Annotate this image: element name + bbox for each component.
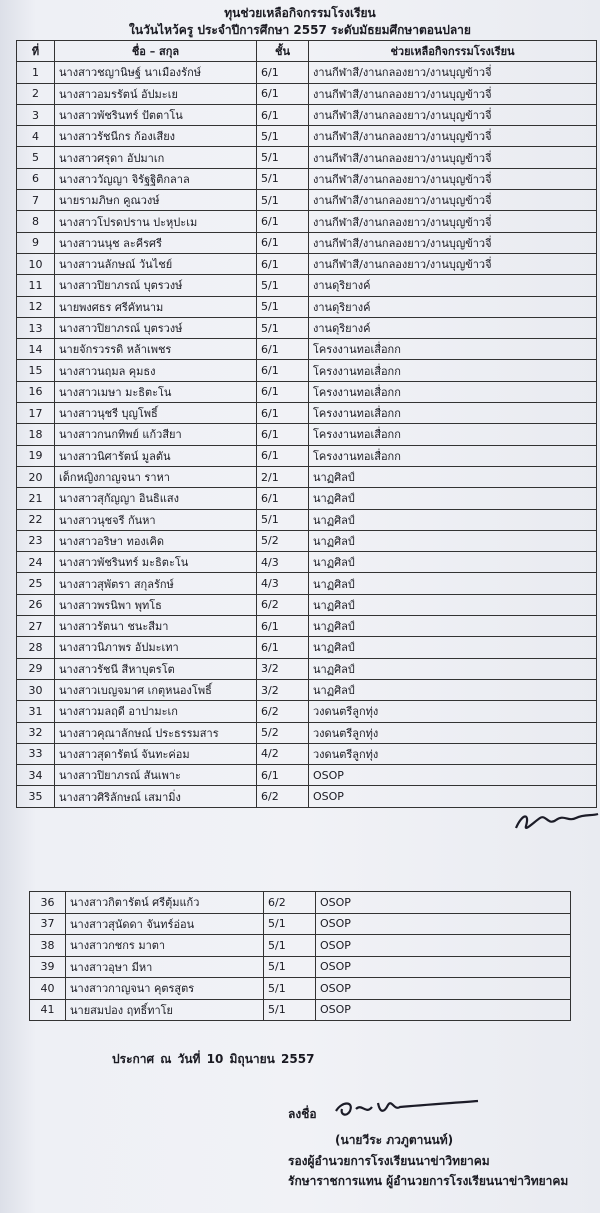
student-name: นางสาวเบญจมาศ เกตุหนองโพธิ์	[55, 679, 257, 700]
student-name: นายจักรวรรดิ หล้าเพชร	[55, 339, 257, 360]
class-level: 5/1	[264, 956, 316, 978]
table-row	[17, 403, 597, 424]
assistance-table-continued	[29, 891, 571, 1021]
table-row	[17, 743, 597, 764]
student-name: นางสาวชญานิษฐ์ นาเมืองรักษ์	[55, 62, 257, 83]
signature-label: ลงชื่อ	[288, 1107, 317, 1121]
class-level: 4/2	[257, 743, 309, 764]
table-row	[30, 913, 571, 935]
student-name: นางสาวคุณาลักษณ์ ประธรรมสาร	[55, 722, 257, 743]
row-number: 25	[17, 573, 55, 594]
class-level: 6/1	[257, 83, 309, 104]
class-level: 5/1	[257, 168, 309, 189]
announcement-date: ประกาศ ณ วันที่ 10 มิถุนายน 2557	[112, 1052, 315, 1066]
class-level: 6/2	[257, 786, 309, 807]
class-level: 6/1	[257, 62, 309, 83]
table-row	[17, 381, 597, 402]
table-header-row	[17, 41, 597, 62]
student-name: นางสาวศรุดา อัปมาเก	[55, 147, 257, 168]
student-name: นางสาวสุนัดดา จันทร์อ่อน	[66, 913, 264, 935]
activity: วงดนตรีลูกทุ่ง	[309, 701, 597, 722]
class-level: 6/1	[257, 637, 309, 658]
student-name: นางสาวอุษา มีหา	[66, 956, 264, 978]
class-level: 5/1	[264, 999, 316, 1021]
student-name: นางสาวสุกัญญา อินธิแสง	[55, 488, 257, 509]
student-name: นางสาวนิภาพร อัปมะเทา	[55, 637, 257, 658]
row-number: 3	[17, 104, 55, 125]
activity: งานกีฬาสี/งานกลองยาว/งานบุญข้าวจี่	[309, 232, 597, 253]
student-name: นางสาวมลฤดี อาปามะเก	[55, 701, 257, 722]
class-level: 3/2	[257, 679, 309, 700]
table-row	[17, 701, 597, 722]
class-level: 6/1	[257, 232, 309, 253]
activity: โครงงานทอเสื่อกก	[309, 445, 597, 466]
table-row	[17, 509, 597, 530]
student-name: นางสาวพัชรินทร์ ปัตตาโน	[55, 104, 257, 125]
student-name: นางสาวพัชรินทร์ มะธิตะโน	[55, 552, 257, 573]
class-level: 5/1	[257, 296, 309, 317]
student-name: นางสาวปิยาภรณ์ บุตรวงษ์	[55, 317, 257, 338]
signer-name: (นายวีระ ภวภูตานนท์)	[335, 1133, 454, 1147]
student-name: นางสาวนุชรี บุญโพธิ์	[55, 403, 257, 424]
table-row	[17, 339, 597, 360]
table-row	[17, 679, 597, 700]
activity: นาฏศิลป์	[309, 530, 597, 551]
class-level: 5/2	[257, 530, 309, 551]
table-row	[30, 978, 571, 1000]
row-number: 32	[17, 722, 55, 743]
activity: งานกีฬาสี/งานกลองยาว/งานบุญข้าวจี่	[309, 147, 597, 168]
row-number: 8	[17, 211, 55, 232]
activity: นาฏศิลป์	[309, 594, 597, 615]
row-number: 31	[17, 701, 55, 722]
class-level: 6/1	[257, 253, 309, 274]
document-subtitle: ในวันไหว้ครู ประจำปีการศึกษา 2557 ระดับมัธยมศึกษาตอนปลาย	[129, 23, 471, 37]
activity: นาฏศิลป์	[309, 552, 597, 573]
signer-acting-position: รักษาราชการแทน ผู้อำนวยการโรงเรียนนาข่าวิทยาคม	[288, 1174, 569, 1188]
class-level: 6/1	[257, 339, 309, 360]
row-number: 38	[30, 935, 66, 957]
activity: วงดนตรีลูกทุ่ง	[309, 743, 597, 764]
activity: OSOP	[316, 999, 571, 1021]
activity: งานกีฬาสี/งานกลองยาว/งานบุญข้าวจี่	[309, 126, 597, 147]
row-number: 33	[17, 743, 55, 764]
activity: OSOP	[316, 892, 571, 914]
table-row	[17, 466, 597, 487]
table-row	[17, 147, 597, 168]
row-number: 12	[17, 296, 55, 317]
activity: งานกีฬาสี/งานกลองยาว/งานบุญข้าวจี่	[309, 104, 597, 125]
activity: โครงงานทอเสื่อกก	[309, 424, 597, 445]
table-row	[17, 190, 597, 211]
class-level: 6/1	[257, 211, 309, 232]
activity: นาฏศิลป์	[309, 509, 597, 530]
activity: งานกีฬาสี/งานกลองยาว/งานบุญข้าวจี่	[309, 190, 597, 211]
activity: งานดุริยางค์	[309, 296, 597, 317]
table-row	[17, 360, 597, 381]
table-row	[17, 616, 597, 637]
class-level: 2/1	[257, 466, 309, 487]
activity: OSOP	[316, 913, 571, 935]
class-level: 6/1	[257, 616, 309, 637]
class-level: 5/1	[264, 978, 316, 1000]
activity: นาฏศิลป์	[309, 573, 597, 594]
row-number: 11	[17, 275, 55, 296]
table-row	[17, 722, 597, 743]
table-row	[17, 317, 597, 338]
class-level: 5/2	[257, 722, 309, 743]
class-level: 6/1	[257, 381, 309, 402]
row-number: 10	[17, 253, 55, 274]
student-name: นางสาวโปรดปราน ปะหุปะเม	[55, 211, 257, 232]
class-level: 6/1	[257, 104, 309, 125]
row-number: 20	[17, 466, 55, 487]
student-name: นางสาวศิริลักษณ์ เสมามิ่ง	[55, 786, 257, 807]
class-level: 5/1	[257, 317, 309, 338]
student-name: นางสาวนิศารัตน์ มูลตัน	[55, 445, 257, 466]
row-number: 4	[17, 126, 55, 147]
activity: โครงงานทอเสื่อกก	[309, 339, 597, 360]
table-row	[17, 104, 597, 125]
student-name: นายพงศธร ศรีคัทนาม	[55, 296, 257, 317]
row-number: 36	[30, 892, 66, 914]
row-number: 27	[17, 616, 55, 637]
student-name: นางสาวนฤมล คุมธง	[55, 360, 257, 381]
table-row	[17, 594, 597, 615]
student-name: นางสาวกาญจนา คุตรสูตร	[66, 978, 264, 1000]
student-name: นางสาวปิยาภรณ์ สันเพาะ	[55, 765, 257, 786]
activity: นาฏศิลป์	[309, 488, 597, 509]
row-number: 24	[17, 552, 55, 573]
class-level: 6/1	[257, 488, 309, 509]
table-row	[17, 232, 597, 253]
row-number: 23	[17, 530, 55, 551]
class-level: 6/1	[257, 403, 309, 424]
activity: โครงงานทอเสื่อกก	[309, 403, 597, 424]
table-row	[17, 573, 597, 594]
row-number: 19	[17, 445, 55, 466]
row-number: 40	[30, 978, 66, 1000]
student-name: นางสาวนลักษณ์ วันไชย์	[55, 253, 257, 274]
student-name: นางสาวรัตนา ชนะสีมา	[55, 616, 257, 637]
column-header-name: ชื่อ – สกุล	[55, 41, 257, 62]
table-row	[30, 935, 571, 957]
table-row	[17, 62, 597, 83]
row-number: 39	[30, 956, 66, 978]
row-number: 35	[17, 786, 55, 807]
class-level: 5/1	[264, 913, 316, 935]
table-row	[30, 956, 571, 978]
class-level: 4/3	[257, 552, 309, 573]
row-number: 2	[17, 83, 55, 104]
student-name: นางสาววัญญา จิรัฐฐิติกลาล	[55, 168, 257, 189]
table-row	[17, 253, 597, 274]
class-level: 6/1	[257, 424, 309, 445]
student-name: นางสาวสุพัตรา สกุลรักษ์	[55, 573, 257, 594]
activity: OSOP	[316, 978, 571, 1000]
table-row	[17, 126, 597, 147]
activity: OSOP	[316, 956, 571, 978]
student-name: นางสาวเมษา มะธิตะโน	[55, 381, 257, 402]
student-name: นายรามภิษก คูณวงษ์	[55, 190, 257, 211]
table-row	[30, 999, 571, 1021]
activity: นาฏศิลป์	[309, 616, 597, 637]
row-number: 6	[17, 168, 55, 189]
row-number: 7	[17, 190, 55, 211]
student-name: นางสาวกนกทิพย์ แก้วสียา	[55, 424, 257, 445]
class-level: 3/2	[257, 658, 309, 679]
student-name: นางสาวนุชจรี กันหา	[55, 509, 257, 530]
assistance-table	[16, 40, 597, 808]
activity: OSOP	[309, 765, 597, 786]
row-number: 13	[17, 317, 55, 338]
table-row	[17, 552, 597, 573]
row-number: 16	[17, 381, 55, 402]
table-row	[17, 488, 597, 509]
table-row	[17, 83, 597, 104]
table-row	[17, 211, 597, 232]
table-row	[17, 296, 597, 317]
table-row	[17, 445, 597, 466]
document-title: ทุนช่วยเหลือกิจกรรมโรงเรียน	[224, 6, 376, 20]
student-name: นางสาวอมรรัตน์ อัปมะเย	[55, 83, 257, 104]
table-row	[17, 786, 597, 807]
student-name: นางสาวกชกร มาตา	[66, 935, 264, 957]
student-name: นางสาวอริษา ทองเคิด	[55, 530, 257, 551]
class-level: 5/1	[257, 126, 309, 147]
table-row	[17, 765, 597, 786]
student-name: นางสาวปิยาภรณ์ บุตรวงษ์	[55, 275, 257, 296]
row-number: 18	[17, 424, 55, 445]
column-header-activity: ช่วยเหลือกิจกรรมโรงเรียน	[309, 41, 597, 62]
activity: OSOP	[309, 786, 597, 807]
row-number: 29	[17, 658, 55, 679]
director-signature	[332, 1093, 482, 1123]
activity: งานกีฬาสี/งานกลองยาว/งานบุญข้าวจี่	[309, 168, 597, 189]
student-name: นางสาวรัชนี สีหาบุตรโต	[55, 658, 257, 679]
activity: นาฏศิลป์	[309, 466, 597, 487]
student-name: นางสาวรัชนีกร ก้องเสียง	[55, 126, 257, 147]
table-row	[17, 658, 597, 679]
row-number: 15	[17, 360, 55, 381]
activity: วงดนตรีลูกทุ่ง	[309, 722, 597, 743]
activity: นาฏศิลป์	[309, 637, 597, 658]
table-row	[17, 275, 597, 296]
activity: งานกีฬาสี/งานกลองยาว/งานบุญข้าวจี่	[309, 62, 597, 83]
table-row	[17, 424, 597, 445]
row-number: 21	[17, 488, 55, 509]
student-name: นางสาวสุดารัตน์ จันทะค่อม	[55, 743, 257, 764]
activity: งานกีฬาสี/งานกลองยาว/งานบุญข้าวจี่	[309, 83, 597, 104]
class-level: 4/3	[257, 573, 309, 594]
row-number: 1	[17, 62, 55, 83]
class-level: 6/1	[257, 360, 309, 381]
row-number: 34	[17, 765, 55, 786]
activity: งานกีฬาสี/งานกลองยาว/งานบุญข้าวจี่	[309, 211, 597, 232]
class-level: 6/2	[264, 892, 316, 914]
row-number: 9	[17, 232, 55, 253]
class-level: 6/1	[257, 445, 309, 466]
row-number: 17	[17, 403, 55, 424]
activity: OSOP	[316, 935, 571, 957]
activity: นาฏศิลป์	[309, 658, 597, 679]
table-row	[17, 530, 597, 551]
row-number: 22	[17, 509, 55, 530]
class-level: 5/1	[257, 509, 309, 530]
class-level: 6/1	[257, 765, 309, 786]
class-level: 5/1	[257, 275, 309, 296]
margin-signature-mark	[512, 800, 600, 840]
class-level: 5/1	[257, 147, 309, 168]
student-name: นายสมปอง ฤทธิ์ทาโย	[66, 999, 264, 1021]
student-name: เด็กหญิงกาญจนา ราหา	[55, 466, 257, 487]
row-number: 30	[17, 679, 55, 700]
activity: งานดุริยางค์	[309, 317, 597, 338]
activity: งานดุริยางค์	[309, 275, 597, 296]
row-number: 37	[30, 913, 66, 935]
row-number: 5	[17, 147, 55, 168]
signer-position: รองผู้อำนวยการโรงเรียนนาข่าวิทยาคม	[288, 1154, 490, 1168]
activity: งานกีฬาสี/งานกลองยาว/งานบุญข้าวจี่	[309, 253, 597, 274]
row-number: 26	[17, 594, 55, 615]
row-number: 14	[17, 339, 55, 360]
activity: โครงงานทอเสื่อกก	[309, 381, 597, 402]
student-name: นางสาวกิตารัตน์ ศรีตุ้มแก้ว	[66, 892, 264, 914]
column-header-no: ที่	[17, 41, 55, 62]
class-level: 6/2	[257, 701, 309, 722]
table-row	[17, 168, 597, 189]
row-number: 28	[17, 637, 55, 658]
activity: นาฏศิลป์	[309, 679, 597, 700]
activity: โครงงานทอเสื่อกก	[309, 360, 597, 381]
student-name: นางสาวพรนิพา พุทโธ	[55, 594, 257, 615]
student-name: นางสาวนนุช ละคีรศรี	[55, 232, 257, 253]
row-number: 41	[30, 999, 66, 1021]
column-header-class: ชั้น	[257, 41, 309, 62]
table-row	[17, 637, 597, 658]
class-level: 6/2	[257, 594, 309, 615]
class-level: 5/1	[264, 935, 316, 957]
table-row	[30, 892, 571, 914]
class-level: 5/1	[257, 190, 309, 211]
